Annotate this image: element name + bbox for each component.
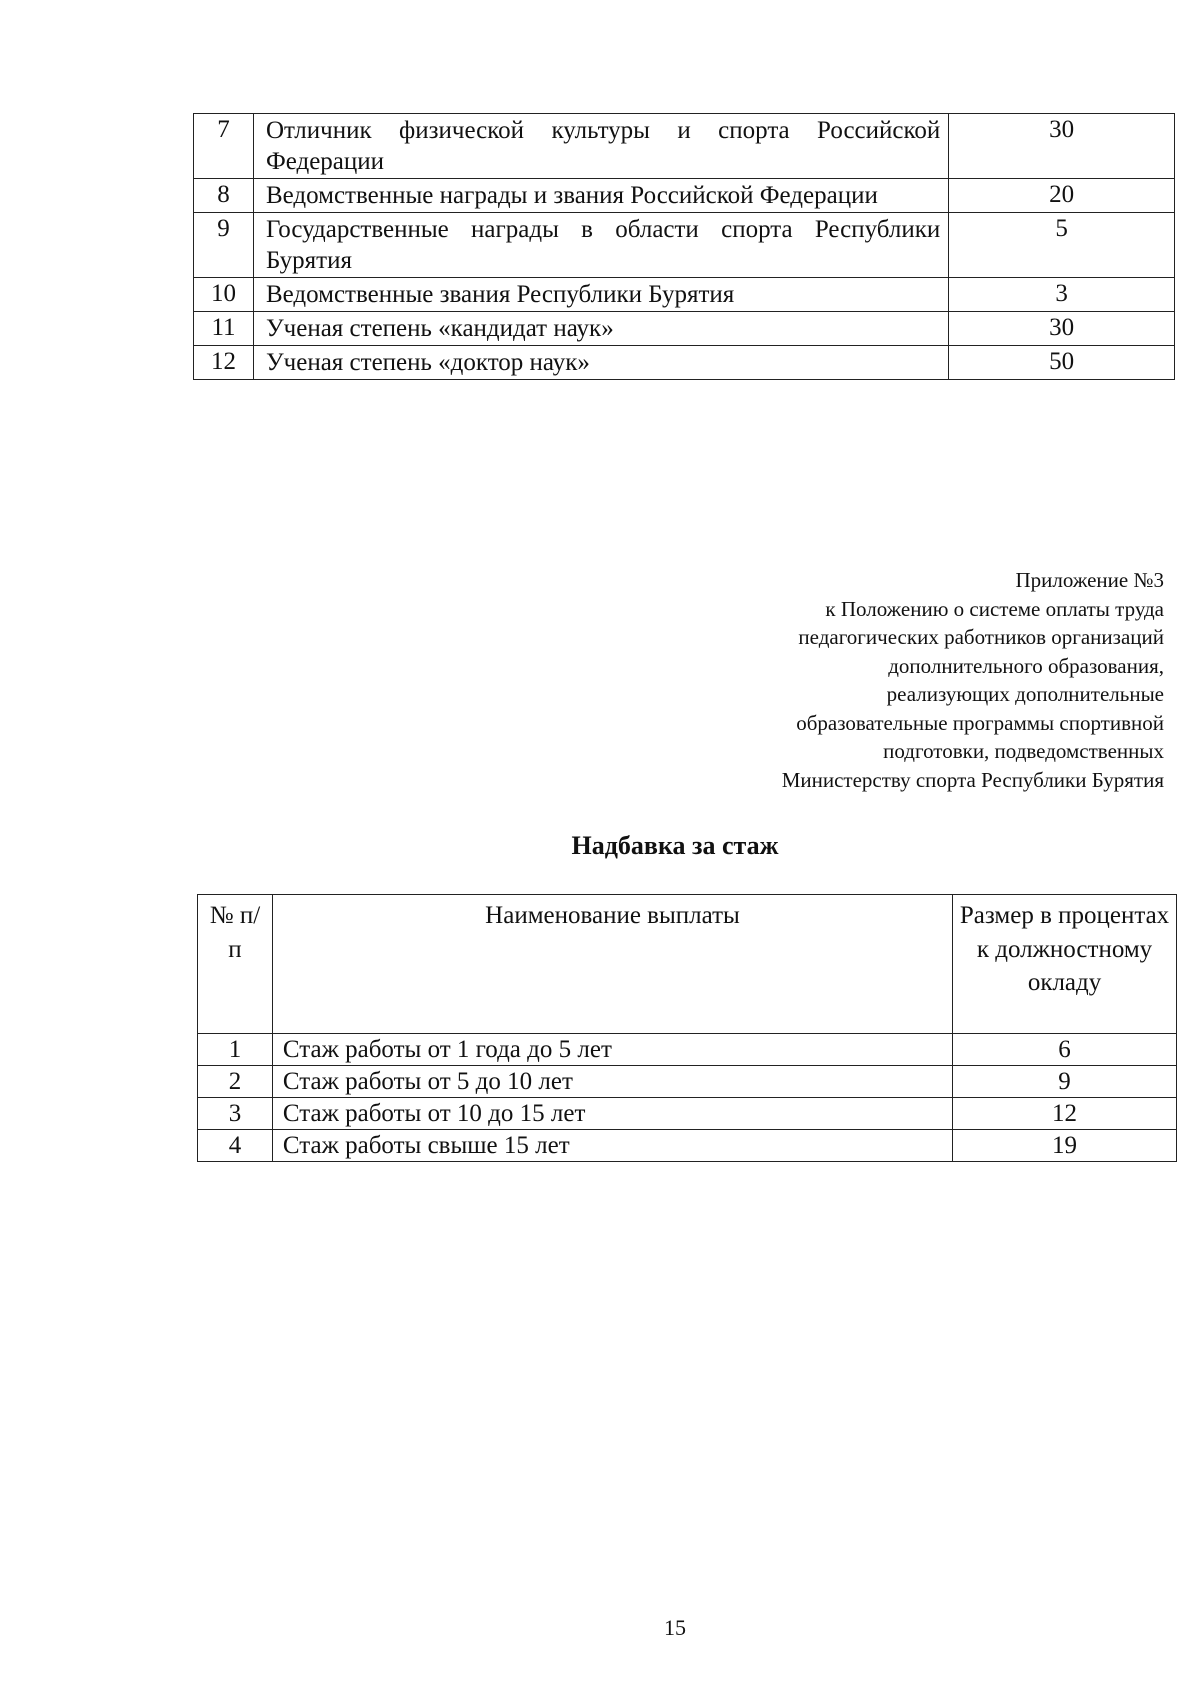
appendix-note [644, 566, 1164, 794]
header-value: Размер в процентах к должностному окладу [953, 895, 1177, 1034]
appendix-line: педагогических работников организаций [798, 625, 1164, 649]
table-row [198, 1098, 1177, 1130]
payment-name: Стаж работы от 1 года до 5 лет [272, 1034, 952, 1066]
awards-table [193, 113, 1175, 380]
table-header-row [198, 895, 1177, 1034]
row-number: 8 [194, 179, 254, 213]
award-name: Отличник физической культуры и спорта Российской Федерации [253, 114, 948, 179]
payment-value: 12 [953, 1098, 1177, 1130]
award-value: 30 [949, 114, 1175, 179]
row-number: 11 [194, 312, 254, 346]
row-number: 2 [198, 1066, 273, 1098]
seniority-table [197, 894, 1177, 1162]
payment-value: 19 [953, 1130, 1177, 1162]
payment-name: Стаж работы свыше 15 лет [272, 1130, 952, 1162]
row-number: 3 [198, 1098, 273, 1130]
award-name: Ведомственные звания Республики Бурятия [253, 278, 948, 312]
table-row [194, 312, 1175, 346]
page-number: 15 [664, 1615, 686, 1640]
payment-value: 6 [953, 1034, 1177, 1066]
award-name: Ученая степень «кандидат наук» [253, 312, 948, 346]
appendix-line: Министерству спорта Республики Бурятия [781, 767, 1164, 792]
row-number: 4 [198, 1130, 273, 1162]
award-value: 50 [949, 346, 1175, 380]
table-row [198, 1066, 1177, 1098]
table-row [194, 114, 1175, 179]
award-value: 30 [949, 312, 1175, 346]
appendix-line: реализующих дополнительные [886, 682, 1164, 706]
row-number: 7 [194, 114, 254, 179]
table-row [198, 1034, 1177, 1066]
award-name: Ученая степень «доктор наук» [253, 346, 948, 380]
header-name: Наименование выплаты [272, 895, 952, 1034]
appendix-line: образовательные программы спортивной [796, 710, 1164, 735]
award-value: 5 [949, 213, 1175, 278]
header-number: № п/п [198, 895, 273, 1034]
payment-name: Стаж работы от 10 до 15 лет [272, 1098, 952, 1130]
payment-value: 9 [953, 1066, 1177, 1098]
appendix-line: Приложение №3 [1015, 568, 1164, 592]
table-row [198, 1130, 1177, 1162]
award-value: 3 [949, 278, 1175, 312]
row-number: 12 [194, 346, 254, 380]
table-row [194, 179, 1175, 213]
appendix-line: к Положению о системе оплаты труда [825, 596, 1164, 621]
award-value: 20 [949, 179, 1175, 213]
award-name: Государственные награды в области спорта Республики Бурятия [253, 213, 948, 278]
table-row [194, 213, 1175, 278]
row-number: 1 [198, 1034, 273, 1066]
table-row [194, 346, 1175, 380]
payment-name: Стаж работы от 5 до 10 лет [272, 1066, 952, 1098]
appendix-line: подготовки, подведомственных [883, 739, 1164, 763]
table-row [194, 278, 1175, 312]
appendix-line: дополнительного образования, [888, 653, 1164, 678]
row-number: 10 [194, 278, 254, 312]
row-number: 9 [194, 213, 254, 278]
section-title: Надбавка за стаж [571, 831, 779, 860]
award-name: Ведомственные награды и звания Российской Федерации [253, 179, 948, 213]
